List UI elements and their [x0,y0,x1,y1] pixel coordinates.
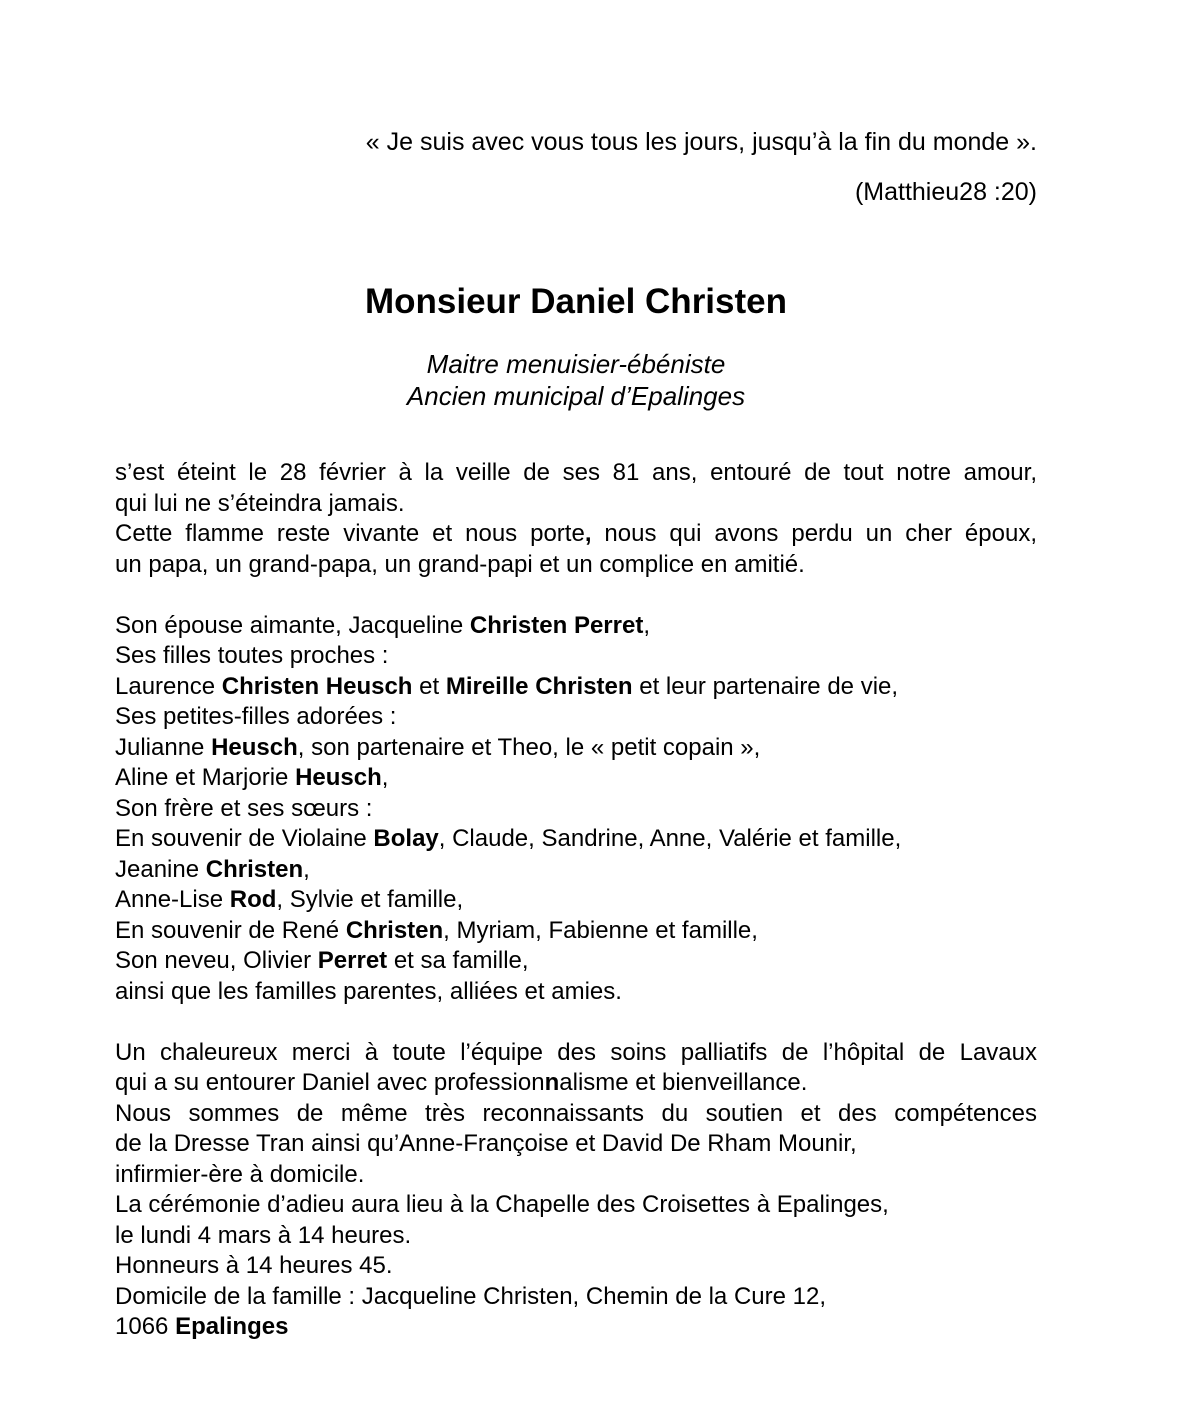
scripture-quote-block [115,127,1037,208]
text-line [115,1068,1037,1099]
text-segment: de la Dresse Tran ainsi qu’Anne-Françoise et David De Rham Mounir, [115,1130,857,1157]
text-segment: ainsi que les familles parentes, alliées et amies. [115,977,622,1005]
text-segment: Cette flamme reste vivante et nous porte [115,520,585,547]
text-line [115,855,1037,886]
office-subtitle: Ancien municipal d’Epalinges [406,380,746,411]
text-segment: , Myriam, Fabienne et famille, [443,916,758,944]
text-line [115,550,1037,581]
body-text [115,458,1037,1343]
text-segment: La cérémonie d’adieu aura lieu à la Chapelle des Croisettes à Epalinges, [115,1191,889,1218]
text-segment: Son frère et ses sœurs : [115,794,373,822]
text-line [115,1221,1037,1252]
text-segment: , Claude, Sandrine, Anne, Valérie et famille, [438,825,902,852]
text-line [115,824,1037,855]
emphasized-name: n [544,1069,560,1096]
text-line [115,733,1037,764]
text-line [115,1312,1037,1343]
text-segment: le lundi 4 mars à 14 heures. [115,1221,412,1249]
text-segment: , Sylvie et famille, [276,886,464,913]
text-segment: infirmier-ère à domicile. [115,1160,365,1188]
text-segment: Laurence [115,672,222,700]
text-segment: alisme et bienveillance. [559,1069,808,1096]
emphasized-name: Christen [345,916,444,944]
emphasized-name: Perret [317,947,388,974]
text-segment: Nous sommes de même très reconnaissants du soutien et des compétences [115,1099,1037,1127]
deceased-name-title: Monsieur Daniel Christen [364,282,788,321]
text-line [115,1129,1037,1160]
text-line [115,1282,1037,1313]
text-line [115,1099,1037,1130]
emphasized-name: Heusch [295,764,382,791]
text-line [115,672,1037,703]
text-segment: Domicile de la famille : Jacqueline Christen, Chemin de la Cure 12, [115,1282,826,1310]
text-segment: En souvenir de René [115,916,346,944]
scripture-reference: (Matthieu28 :20) [854,178,1037,206]
emphasized-name: Epalinges [175,1313,289,1340]
text-segment: Ses petites-filles adorées : [115,703,397,730]
text-segment: Jeanine [115,855,206,883]
text-line [115,641,1037,672]
emphasized-name: Heusch [211,733,298,761]
text-segment: qui lui ne s’éteindra jamais. [115,489,405,517]
text-segment: Son épouse aimante, Jacqueline [115,611,470,639]
text-segment: et [412,672,446,700]
text-segment: Anne-Lise [115,886,230,913]
emphasized-name: Christen Perret [469,611,644,639]
text-segment: , son partenaire et Theo, le « petit copain », [297,733,761,761]
text-segment: nous qui avons perdu un cher époux, [591,520,1037,547]
text-segment: , [643,611,650,639]
emphasized-name: Bolay [373,825,439,852]
text-segment: Ses filles toutes proches : [115,642,389,669]
text-line [115,519,1037,550]
subtitle-block [115,349,1037,412]
text-line [115,794,1037,825]
emphasized-name: Mireille Christen [445,672,633,700]
text-segment: qui a su entourer Daniel avec profession [115,1069,545,1096]
text-segment: , [303,855,310,883]
emphasized-name: Rod [229,886,277,913]
emphasized-name: Christen [205,855,304,883]
text-segment: En souvenir de Violaine [115,825,374,852]
text-segment: Son neveu, Olivier [115,947,318,974]
text-segment: 1066 [115,1313,176,1340]
text-line [115,1038,1037,1069]
text-line [115,916,1037,947]
text-segment: Julianne [115,733,212,761]
text-segment: Honneurs à 14 heures 45. [115,1252,393,1279]
emphasized-name: Christen Heusch [221,672,413,700]
text-segment: et leur partenaire de vie, [632,672,899,700]
text-segment: Aline et Marjorie [115,764,296,791]
text-segment: un papa, un grand-papa, un grand-papi et un complice en amitié. [115,550,805,578]
text-line [115,611,1037,642]
text-segment: Un chaleureux merci à toute l’équipe des soins palliatifs de l’hôpital de Lavaux [115,1038,1037,1066]
text-line [115,458,1037,489]
emphasized-name: , [584,520,592,547]
text-line [115,763,1037,794]
text-segment: s’est éteint le 28 février à la veille de ses 81 ans, entouré de tout notre amour, [115,459,1037,486]
text-segment: et sa famille, [387,947,529,974]
text-line [115,946,1037,977]
text-line [115,977,1037,1008]
text-line [115,1160,1037,1191]
text-line [115,885,1037,916]
text-line [115,702,1037,733]
text-segment: , [381,764,389,791]
text-line [115,489,1037,520]
scripture-quote: « Je suis avec vous tous les jours, jusqu’à la fin du monde ». [365,128,1037,156]
text-line [115,1190,1037,1221]
profession-subtitle: Maitre menuisier-ébéniste [426,349,726,379]
text-line [115,1251,1037,1282]
